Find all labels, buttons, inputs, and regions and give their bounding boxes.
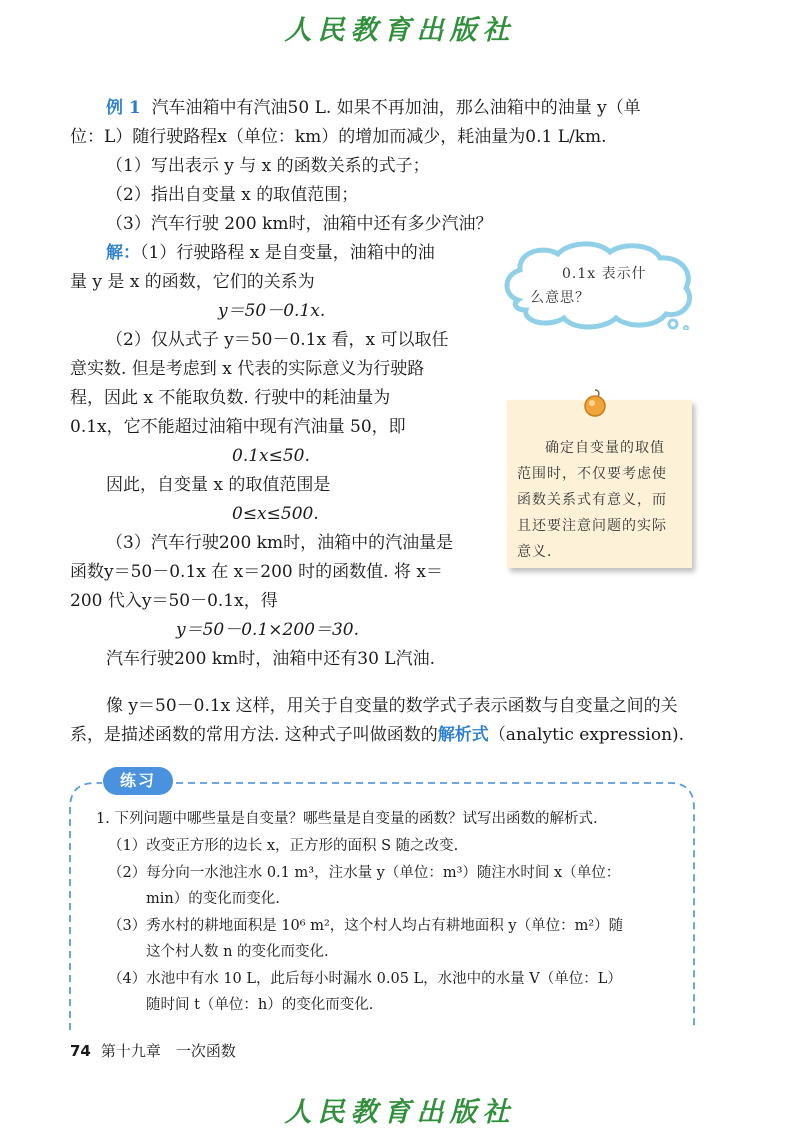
note-line-3: 函数关系式有意义，而 — [517, 492, 667, 508]
note-line-4: 且还要注意问题的实际 — [517, 518, 667, 534]
solution-line-3d: 汽车行驶200 km时，油箱中还有30 L汽油. — [106, 649, 436, 669]
cloud-text — [530, 262, 680, 310]
solution-line-2a: （2）仅从式子 y＝50－0.1x 看，x 可以取任 — [106, 330, 449, 350]
chapter-title: 第十九章 一次函数 — [100, 1042, 236, 1060]
page-number: 74 — [70, 1042, 91, 1060]
note-line-2: 范围时，不仅要考虑使 — [517, 466, 667, 482]
exercise-item-4a: （4）水池中有水 10 L，此后每小时漏水 0.05 L，水池中的水量 V（单位：L） — [108, 971, 622, 987]
solution-line-1 — [106, 239, 435, 268]
exercise-item-1: （1）改变正方形的边长 x，正方形的面积 S 随之改变. — [108, 838, 459, 854]
summary-text-2b: （analytic expression). — [488, 725, 685, 745]
cloud-line-1: 0.1x 表示什 — [562, 266, 647, 282]
summary-line-1: 像 y＝50－0.1x 这样，用关于自变量的数学式子表示函数与自变量之间的关 — [106, 696, 678, 716]
exercise-item-4b: 随时间 t（单位：h）的变化而变化. — [146, 997, 374, 1013]
solution-line-3c: 200 代入y＝50－0.1x，得 — [70, 591, 278, 611]
publisher-logo-bottom: 人民教育出版社 — [284, 1097, 516, 1128]
solution-line-2b: 意实数. 但是考虑到 x 代表的实际意义为行驶路 — [70, 359, 425, 379]
cloud-line-2: 么意思？ — [530, 290, 590, 306]
keyword-analytic-expression: 解析式 — [437, 725, 489, 745]
solution-line-2e: 因此，自变量 x 的取值范围是 — [106, 475, 331, 495]
example-intro-line-2: 位：L）随行驶路程x（单位：km）的增加而减少，耗油量为0.1 L/km. — [70, 127, 607, 147]
exercise-tag: 练习 — [103, 767, 173, 795]
formula-3: 0≤x≤500. — [232, 504, 319, 524]
formula-4: y＝50－0.1×200＝30. — [176, 620, 359, 640]
example-intro-text-1: 汽车油箱中有汽油50 L. 如果不再加油，那么油箱中的油量 y（单 — [151, 98, 641, 118]
example-intro-line-1 — [106, 94, 641, 123]
solution-line-3b: 函数y＝50－0.1x 在 x＝200 时的函数值. 将 x＝ — [70, 562, 443, 582]
formula-2: 0.1x≤50. — [232, 446, 310, 466]
example-label: 例 1 — [106, 98, 141, 118]
note-line-1: 确定自变量的取值 — [545, 440, 665, 456]
solution-text-1a: （1）行驶路程 x 是自变量，油箱中的油 — [140, 243, 435, 263]
publisher-logo-top: 人民教育出版社 — [284, 15, 516, 46]
formula-1: y＝50－0.1x. — [218, 301, 326, 321]
solution-line-2c: 程，因此 x 不能取负数. 行驶中的耗油量为 — [70, 388, 391, 408]
exercise-item-2a: （2）每分向一水池注水 0.1 m³，注水量 y（单位：m³）随注水时间 x（单位： — [108, 865, 621, 881]
exercise-item-3a: （3）秀水村的耕地面积是 10⁶ m²，这个村人均占有耕地面积 y（单位：m²）随 — [108, 918, 624, 934]
page-footer — [70, 1040, 236, 1061]
example-question-3: （3）汽车行驶 200 km时，油箱中还有多少汽油？ — [106, 214, 493, 234]
note-text — [517, 435, 682, 565]
exercise-item-2b: min）的变化而变化. — [146, 891, 280, 907]
example-question-1: （1）写出表示 y 与 x 的函数关系的式子； — [106, 156, 430, 176]
exercise-item-3b: 这个村人数 n 的变化而变化. — [146, 944, 329, 960]
solution-label: 解： — [106, 243, 140, 263]
solution-line-1b: 量 y 是 x 的函数，它们的关系为 — [70, 272, 315, 292]
note-line-5: 意义. — [517, 544, 553, 560]
solution-line-3a: （3）汽车行驶200 km时，油箱中的汽油量是 — [106, 533, 454, 553]
pushpin-icon — [582, 388, 608, 418]
summary-text-2a: 系，是描述函数的常用方法. 这种式子叫做函数的 — [70, 725, 438, 745]
summary-line-2 — [70, 721, 684, 750]
exercise-question-1: 1. 下列问题中哪些量是自变量？哪些量是自变量的函数？试写出函数的解析式. — [96, 811, 598, 827]
example-question-2: （2）指出自变量 x 的取值范围； — [106, 185, 359, 205]
solution-line-2d: 0.1x，它不能超过油箱中现有汽油量 50，即 — [70, 417, 406, 437]
